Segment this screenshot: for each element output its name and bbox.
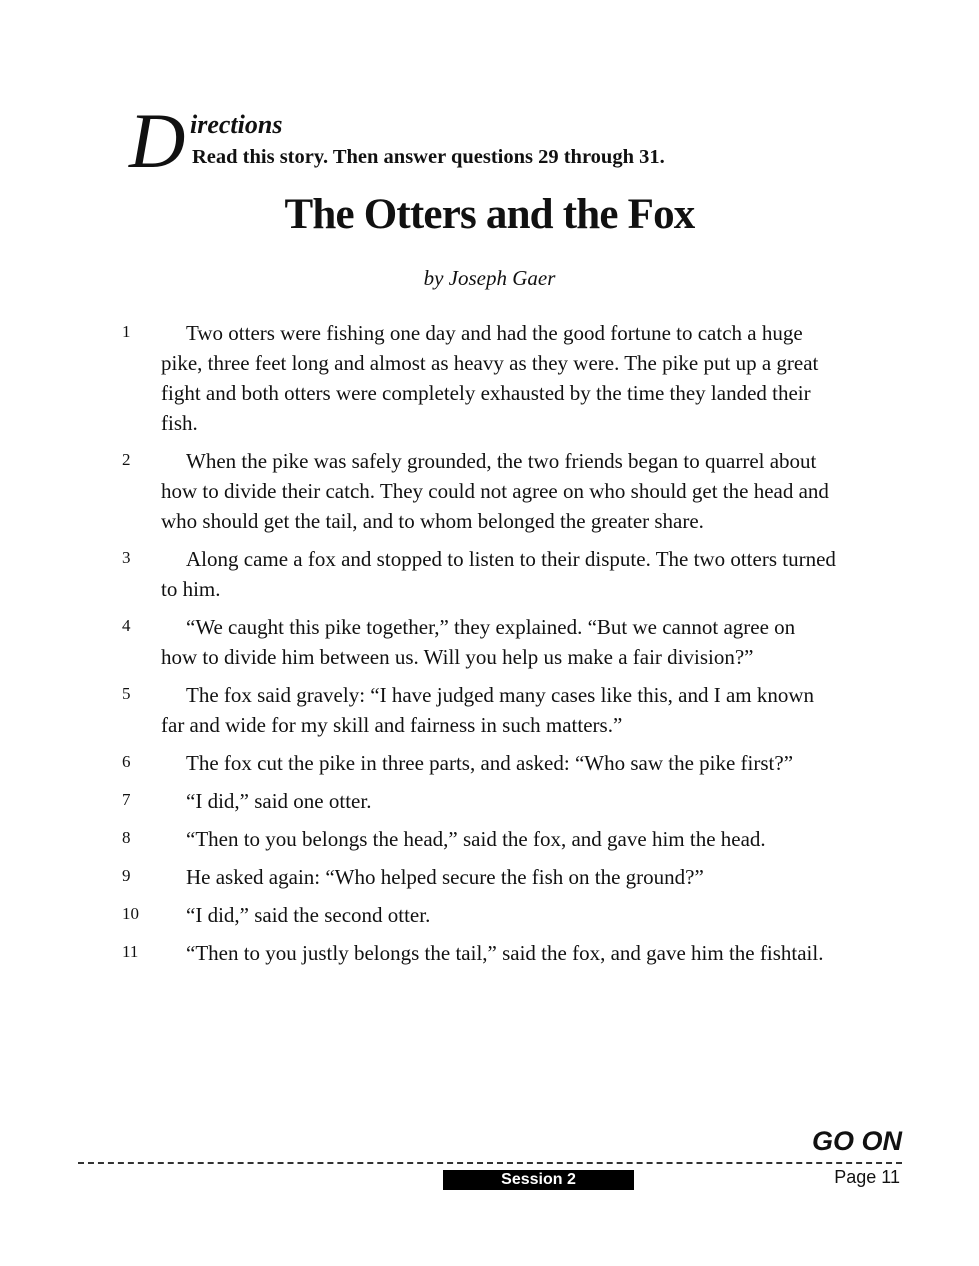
story-title: The Otters and the Fox: [284, 191, 695, 238]
paragraph-text: “I did,” said the second otter.: [186, 903, 431, 927]
page-number: Page 11: [834, 1167, 900, 1187]
paragraph-text: “Then to you justly belongs the tail,” said the fox, and gave him the fishtail.: [186, 941, 824, 965]
paragraph-number: 3: [122, 548, 131, 567]
story-byline: by Joseph Gaer: [423, 266, 556, 290]
paragraph-10: [0, 900, 979, 930]
paragraph-9: [0, 862, 979, 892]
paragraph-7: [0, 786, 979, 816]
directions-block: [129, 97, 829, 184]
paragraph-4: [0, 612, 979, 672]
paragraph-text: “I did,” said one otter.: [186, 789, 372, 813]
paragraph-text: “Then to you belongs the head,” said the fox, and gave him the head.: [186, 827, 766, 851]
paragraph-8: [0, 824, 979, 854]
footer-divider: [78, 1162, 902, 1164]
paragraph-number: 5: [122, 684, 131, 703]
go-on-label: GO ON: [811, 1126, 902, 1156]
paragraph-text: When the pike was safely grounded, the two friends began to quarrel about how to divide their catch. They could not agree on who should get the head and who should get the tail, and to whom belonged the greater share.: [161, 449, 829, 533]
paragraph-text: Two otters were fishing one day and had the good fortune to catch a huge pike, three feet long and almost as heavy as they were. The pike put up a great fight and both otters were completely exhausted by the time they landed their fish.: [161, 321, 819, 435]
paragraph-number: 1: [122, 322, 131, 341]
paragraph-6: [0, 748, 979, 778]
paragraph-3: [0, 544, 979, 604]
paragraph-11: [0, 938, 979, 968]
story-body: [0, 318, 979, 976]
paragraph-number: 2: [122, 450, 131, 469]
paragraph-text: He asked again: “Who helped secure the fish on the ground?”: [186, 865, 704, 889]
paragraph-number: 8: [122, 828, 131, 847]
paragraph-5: [0, 680, 979, 740]
paragraph-1: [0, 318, 979, 438]
paragraph-text: “We caught this pike together,” they explained. “But we cannot agree on how to divide him between us. Will you help us make a fair division?”: [161, 615, 796, 669]
paragraph-number: 6: [122, 752, 131, 771]
directions-instruction: Read this story. Then answer questions 29 through 31.: [192, 146, 665, 168]
paragraph-number: 7: [122, 790, 131, 809]
paragraph-number: 9: [122, 866, 131, 885]
paragraph-2: [0, 446, 979, 536]
directions-drop-cap: D: [129, 97, 186, 184]
paragraph-number: 10: [122, 904, 139, 923]
paragraph-text: Along came a fox and stopped to listen to their dispute. The two otters turned to him.: [161, 547, 836, 601]
session-badge: Session 2: [443, 1170, 634, 1190]
paragraph-text: The fox cut the pike in three parts, and asked: “Who saw the pike first?”: [186, 751, 794, 775]
paragraph-number: 11: [122, 942, 139, 961]
paragraph-number: 4: [122, 616, 131, 635]
directions-heading: irections: [190, 110, 283, 139]
paragraph-text: The fox said gravely: “I have judged many cases like this, and I am known far and wide for my skill and fairness in such matters.”: [161, 683, 815, 737]
